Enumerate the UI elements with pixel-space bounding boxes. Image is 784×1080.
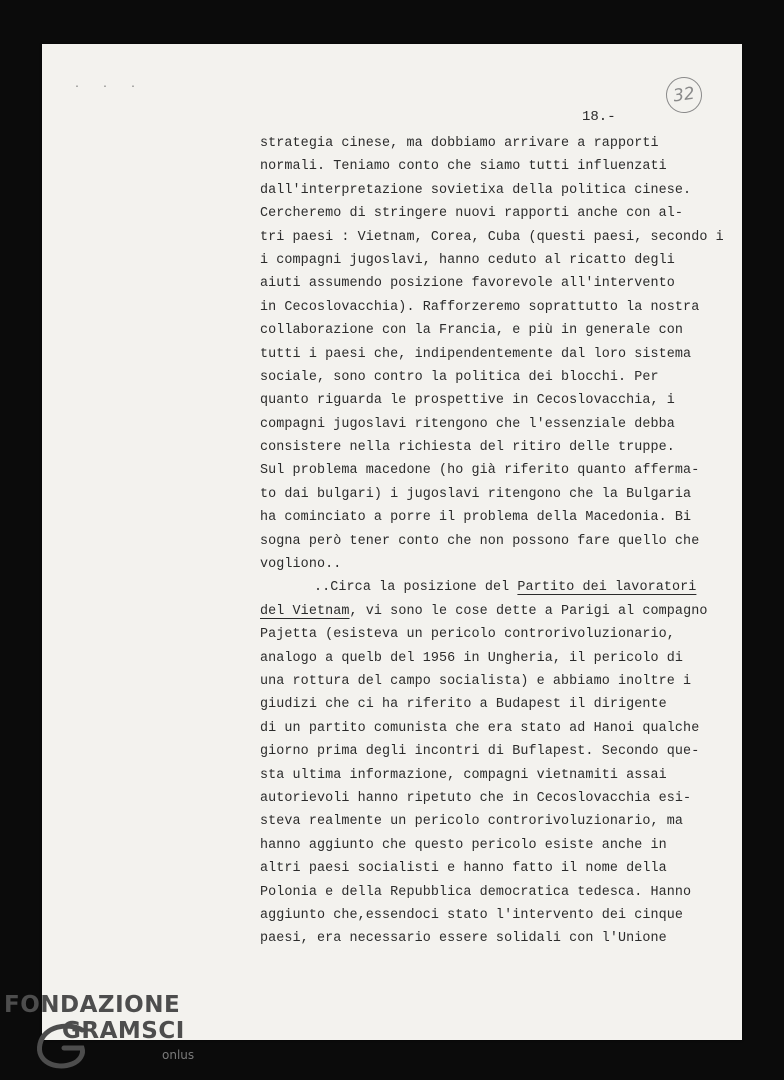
fondazione-gramsci-watermark xyxy=(4,992,204,1076)
paragraph-lead: ..Circa la posizione del xyxy=(314,580,518,596)
text-line: collaborazione con la Francia, e più in generale con xyxy=(260,323,684,339)
text-line: di un partito comunista che era stato ad Hanoi qualche xyxy=(260,720,700,736)
underlined-country: del Vietnam xyxy=(260,603,350,619)
text-line: giudizi che ci ha riferito a Budapest il dirigente xyxy=(260,697,667,713)
watermark-line-1: FONDAZIONE xyxy=(4,992,181,1018)
text-line: to dai bulgari) i jugoslavi ritengono che la Bulgaria xyxy=(260,486,692,502)
text-line: aiuti assumendo posizione favorevole all'intervento xyxy=(260,276,675,292)
text-line: giorno prima degli incontri di Buflapest. Secondo que- xyxy=(260,744,700,760)
text-line: altri paesi socialisti e hanno fatto il nome della xyxy=(260,861,667,877)
text-line: vogliono.. xyxy=(260,557,342,573)
text-line: aggiunto che,essendoci stato l'intervento dei cinque xyxy=(260,907,684,923)
text-line: in Cecoslovacchia). Rafforzeremo soprattutto la nostra xyxy=(260,299,700,315)
text-line: hanno aggiunto che questo pericolo esiste anche in xyxy=(260,837,667,853)
text-line: ha cominciato a porre il problema della Macedonia. Bi xyxy=(260,510,692,526)
text-line: una rottura del campo socialista) e abbiamo inoltre i xyxy=(260,673,692,689)
text-line: quanto riguarda le prospettive in Cecoslovacchia, i xyxy=(260,393,675,409)
text-line: strategia cinese, ma dobbiamo arrivare a rapporti xyxy=(260,136,659,151)
watermark-line-2: GRAMSCI xyxy=(62,1018,185,1044)
text-line: Pajetta (esisteva un pericolo controrivoluzionario, xyxy=(260,627,675,643)
text-line: analogo a quelb del 1956 in Ungheria, il pericolo di xyxy=(260,650,684,666)
paper-specks: · · · xyxy=(74,82,145,93)
typewritten-text xyxy=(260,132,730,951)
text-line: i compagni jugoslavi, hanno ceduto al ricatto degli xyxy=(260,252,675,268)
text-line: Sul problema macedone (ho già riferito quanto afferma- xyxy=(260,463,700,479)
text-fragment: , vi sono le cose dette a Parigi al compagno xyxy=(349,603,708,619)
text-line: dall'interpretazione sovietixa della politica cinese. xyxy=(260,182,692,198)
text-line xyxy=(260,600,730,623)
text-line: tri paesi : Vietnam, Corea, Cuba (questi paesi, secondo i xyxy=(260,229,724,245)
underlined-party-name: Partito dei lavoratori xyxy=(517,580,697,596)
text-line: Polonia e della Repubblica democratica tedesca. Hanno xyxy=(260,884,692,900)
text-line: sociale, sono contro la politica dei blocchi. Per xyxy=(260,369,659,385)
text-line: sogna però tener conto che non possono fare quello che xyxy=(260,533,700,549)
text-line: tutti i paesi che, indipendentemente dal loro sistema xyxy=(260,346,692,362)
text-line: compagni jugoslavi ritengono che l'essenziale debba xyxy=(260,416,675,432)
page-number: 18.- xyxy=(582,109,616,125)
text-line: sta ultima informazione, compagni vietnamiti assai xyxy=(260,767,667,783)
text-line: paesi, era necessario essere solidali con l'Unione xyxy=(260,931,667,947)
text-line: steva realmente un pericolo controrivoluzionario, ma xyxy=(260,814,684,830)
watermark-sub: onlus xyxy=(162,1048,195,1062)
text-line: normali. Teniamo conto che siamo tutti influenzati xyxy=(260,159,667,175)
document-page xyxy=(42,44,742,1040)
folio-stamp: 32 xyxy=(664,75,705,116)
text-line: Cercheremo di stringere nuovi rapporti anche con al- xyxy=(260,206,684,222)
text-line: consistere nella richiesta del ritiro delle truppe. xyxy=(260,440,675,456)
paragraph-start-line xyxy=(260,576,730,599)
text-line: autorievoli hanno ripetuto che in Cecoslovacchia esi- xyxy=(260,790,692,806)
